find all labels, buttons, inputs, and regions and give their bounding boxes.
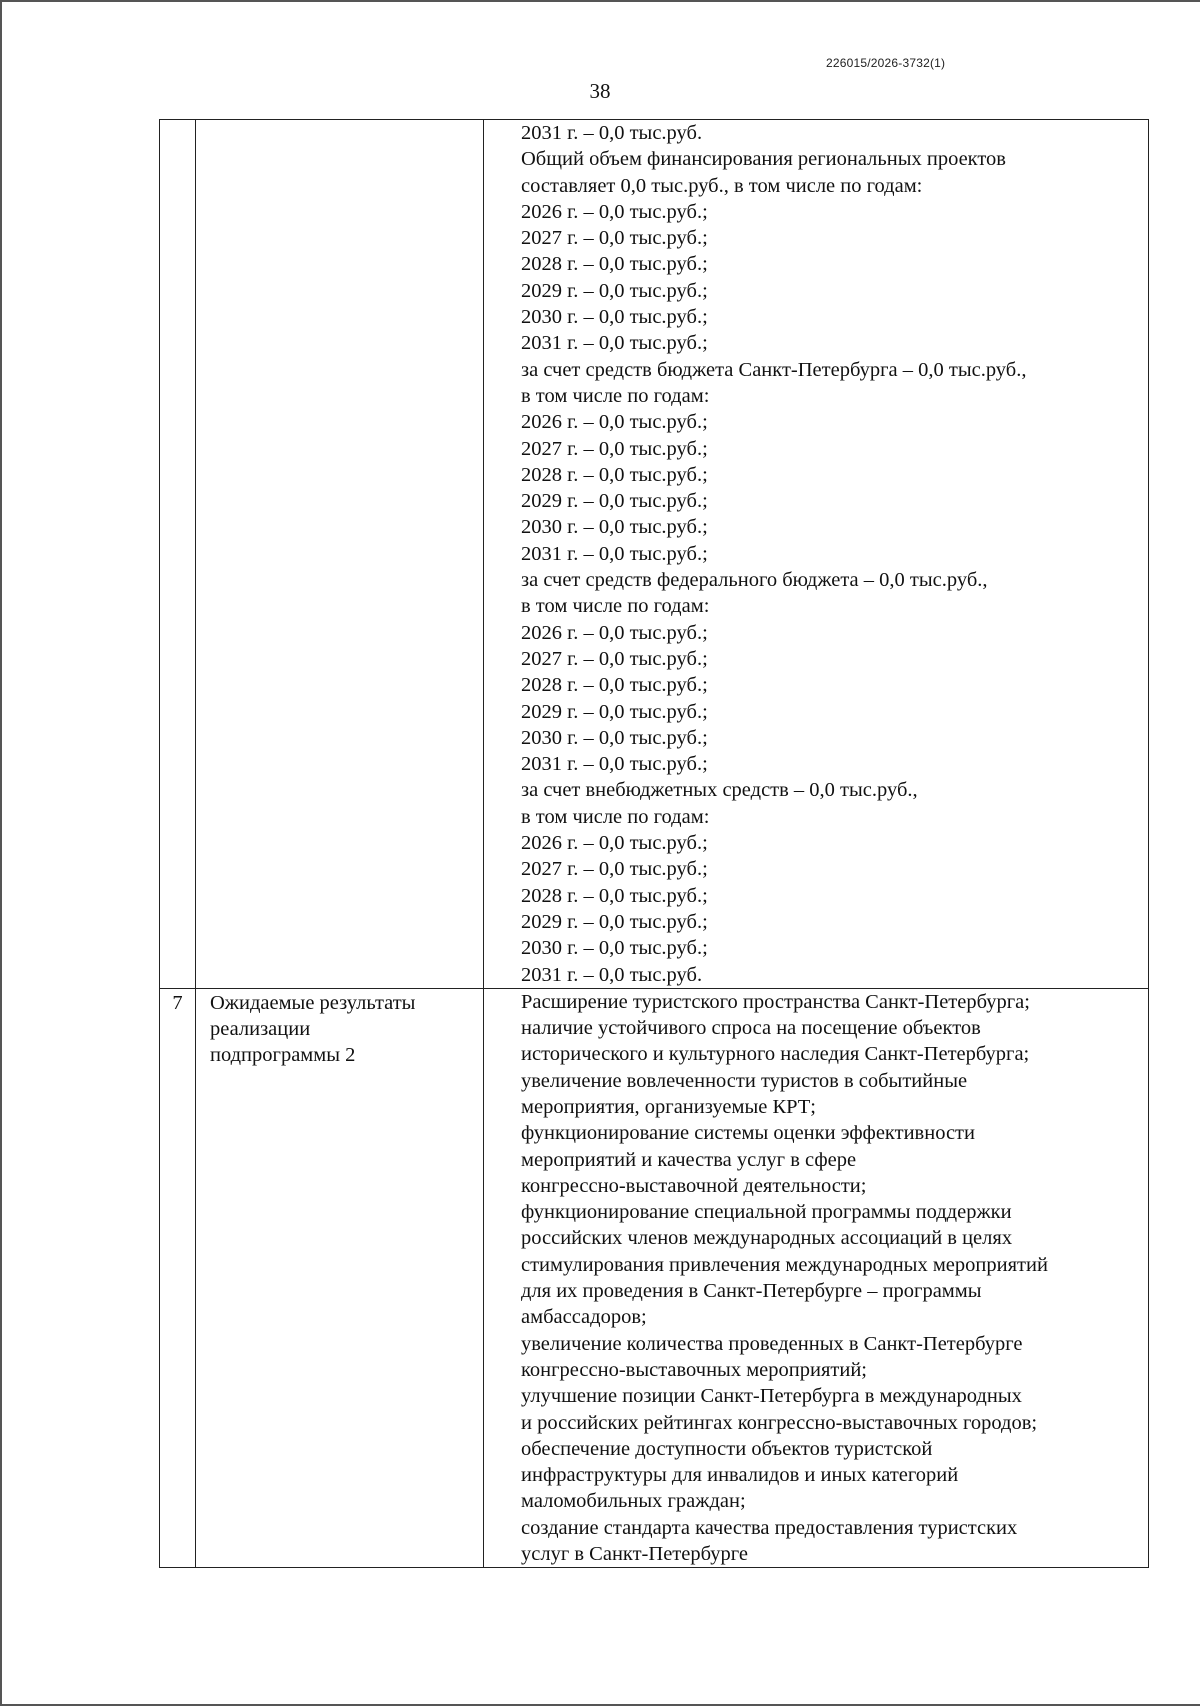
program-table: [159, 119, 1149, 1568]
financing-line: 2029 г. – 0,0 тыс.руб.;: [521, 910, 708, 933]
document-id: 226015/2026-3732(1): [826, 56, 946, 70]
row-label-line: подпрограммы 2: [210, 1044, 356, 1067]
table-row-7: [160, 988, 1149, 1568]
financing-line: 2031 г. – 0,0 тыс.руб.: [521, 122, 703, 144]
financing-line: 2029 г. – 0,0 тыс.руб.;: [521, 700, 708, 723]
table-row-continued: [160, 120, 1149, 989]
financing-line: 2030 г. – 0,0 тыс.руб.;: [521, 726, 708, 749]
expected-result-line: увеличение вовлеченности туристов в событийные: [521, 1069, 968, 1092]
financing-line: 2027 г. – 0,0 тыс.руб.;: [521, 437, 708, 460]
cell-number-empty: [160, 120, 196, 989]
expected-results-lines: [521, 989, 1144, 1568]
financing-line: 2026 г. – 0,0 тыс.руб.;: [521, 200, 708, 223]
cell-label-empty: [196, 120, 484, 989]
financing-line: за счет внебюджетных средств – 0,0 тыс.руб.,: [521, 779, 918, 802]
financing-line: 2031 г. – 0,0 тыс.руб.: [521, 963, 703, 986]
financing-line: 2030 г. – 0,0 тыс.руб.;: [521, 937, 708, 960]
expected-result-line: наличие устойчивого спроса на посещение объектов: [521, 1017, 981, 1040]
financing-line: в том числе по годам:: [521, 595, 710, 618]
expected-result-line: мероприятий и качества услуг в сфере: [521, 1148, 857, 1171]
expected-result-line: для их проведения в Санкт-Петербурге – программы: [521, 1280, 982, 1303]
financing-line: 2031 г. – 0,0 тыс.руб.;: [521, 753, 708, 776]
expected-result-line: российских членов международных ассоциаций в целях: [521, 1227, 1013, 1250]
financing-line: 2031 г. – 0,0 тыс.руб.;: [521, 542, 708, 565]
financing-line: 2028 г. – 0,0 тыс.руб.;: [521, 674, 708, 697]
financing-line: составляет 0,0 тыс.руб., в том числе по годам:: [521, 174, 923, 197]
financing-line: 2026 г. – 0,0 тыс.руб.;: [521, 832, 708, 855]
financing-line: 2031 г. – 0,0 тыс.руб.;: [521, 332, 708, 355]
expected-result-line: исторического и культурного наследия Санкт-Петербурга;: [521, 1043, 1030, 1066]
expected-result-line: инфраструктуры для инвалидов и иных категорий: [521, 1464, 959, 1487]
expected-result-line: обеспечение доступности объектов туристской: [521, 1437, 933, 1460]
row-number: 7: [160, 988, 196, 1568]
expected-result-line: создание стандарта качества предоставления туристских: [521, 1516, 1018, 1539]
expected-results-cell: [484, 988, 1149, 1568]
financing-line: 2030 г. – 0,0 тыс.руб.;: [521, 516, 708, 539]
page-number: 38: [589, 79, 611, 103]
financing-line: за счет средств бюджета Санкт-Петербурга – 0,0 тыс.руб.,: [521, 358, 1027, 381]
expected-result-line: увеличение количества проведенных в Санкт-Петербурге: [521, 1332, 1023, 1355]
financing-line: 2026 г. – 0,0 тыс.руб.;: [521, 411, 708, 434]
financing-line: 2026 г. – 0,0 тыс.руб.;: [521, 621, 708, 644]
expected-result-line: и российских рейтингах конгрессно-выставочных городов;: [521, 1411, 1038, 1434]
expected-result-line: мероприятия, организуемые КРТ;: [521, 1095, 817, 1118]
expected-result-line: улучшение позиции Санкт-Петербурга в международных: [521, 1385, 1022, 1408]
expected-result-line: конгрессно-выставочной деятельности;: [521, 1174, 867, 1197]
financing-line: 2028 г. – 0,0 тыс.руб.;: [521, 884, 708, 907]
financing-line: 2027 г. – 0,0 тыс.руб.;: [521, 227, 708, 250]
financing-line: в том числе по годам:: [521, 805, 710, 828]
financing-line: 2027 г. – 0,0 тыс.руб.;: [521, 858, 708, 881]
expected-result-line: Расширение туристского пространства Санкт-Петербурга;: [521, 990, 1030, 1013]
row-label-cell: [196, 988, 484, 1568]
financing-lines: [521, 120, 1144, 988]
expected-result-line: конгрессно-выставочных мероприятий;: [521, 1358, 867, 1381]
financing-line: Общий объем финансирования региональных проектов: [521, 148, 1006, 171]
financing-line: 2028 г. – 0,0 тыс.руб.;: [521, 253, 708, 276]
financing-line: 2029 г. – 0,0 тыс.руб.;: [521, 279, 708, 302]
expected-result-line: услуг в Санкт-Петербурге: [521, 1543, 748, 1566]
expected-result-line: функционирование системы оценки эффективности: [521, 1122, 975, 1145]
financing-text-cell: [484, 120, 1149, 989]
expected-result-line: маломобильных граждан;: [521, 1490, 746, 1513]
financing-line: 2027 г. – 0,0 тыс.руб.;: [521, 647, 708, 670]
expected-result-line: стимулирования привлечения международных мероприятий: [521, 1253, 1048, 1276]
expected-result-line: амбассадоров;: [521, 1306, 647, 1329]
financing-line: в том числе по годам:: [521, 384, 710, 407]
row-label-line: реализации: [210, 1018, 311, 1041]
financing-line: 2029 г. – 0,0 тыс.руб.;: [521, 490, 708, 513]
row-label-line: Ожидаемые результаты: [210, 991, 416, 1014]
financing-line: за счет средств федерального бюджета – 0,0 тыс.руб.,: [521, 569, 988, 592]
expected-result-line: функционирование специальной программы поддержки: [521, 1201, 1012, 1224]
financing-line: 2028 г. – 0,0 тыс.руб.;: [521, 463, 708, 486]
financing-line: 2030 г. – 0,0 тыс.руб.;: [521, 306, 708, 329]
